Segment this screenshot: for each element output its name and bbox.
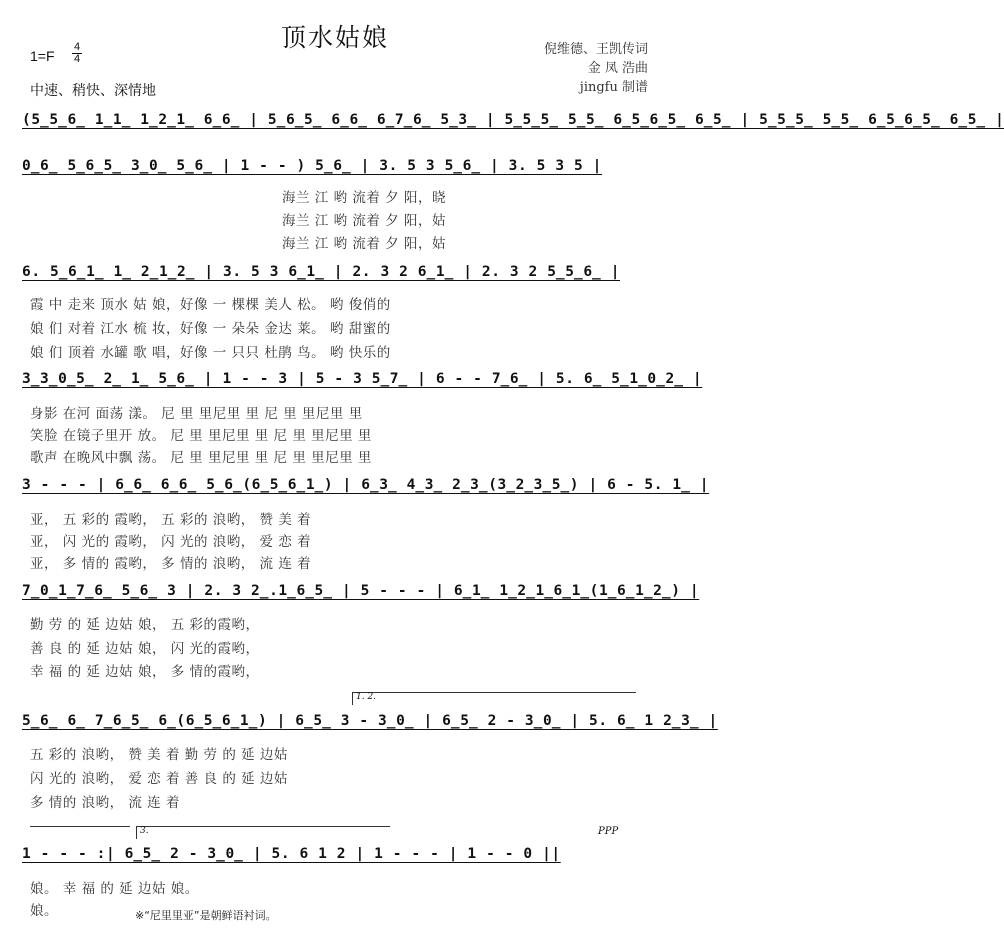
lyric-line-7-1: 五 彩的 浪哟， 赞 美 着 勤 劳 的 延 边姑: [30, 747, 288, 763]
lyric-line-4-3: 歌声 在晚风中飘 荡。 尼 里 里尼里 里 尼 里 里尼里 里: [30, 450, 372, 466]
lyric-line-8-1: 娘。 幸 福 的 延 边姑 娘。: [30, 881, 199, 897]
lyric-line-5-2: 亚， 闪 光的 霞哟， 闪 光的 浪哟， 爱 恋 着: [30, 534, 312, 550]
song-title: 顶水姑娘: [280, 23, 389, 52]
dynamic-marking: PPP: [598, 826, 619, 837]
notation-line-7: 5̲6̲ 6̲ 7̲6̲5̲ 6̲(6̲5̲6̲1̲) | 6̲5̲ 3 - 3̲0̲ | 6̲5̲ 2 - 3̲0̲ | 5. 6̲ 1 2̲3̲ |: [22, 713, 718, 729]
lyric-line-5-1: 亚， 五 彩的 霞哟， 五 彩的 浪哟， 赞 美 着: [30, 512, 312, 528]
lyric-line-4-1: 身影 在河 面荡 漾。 尼 里 里尼里 里 尼 里 里尼里 里: [30, 406, 363, 422]
lyric-line-6-1: 勤 劳 的 延 边姑 娘， 五 彩的霞哟，: [30, 617, 260, 633]
lyric-line-6-2: 善 良 的 延 边姑 娘， 闪 光的霞哟，: [30, 641, 260, 657]
footnote: ※“尼里里亚”是朝鲜语衬词。: [135, 909, 277, 922]
meter-bottom: 4: [73, 53, 81, 65]
notation-line-5: 3 - - - | 6̲6̲ 6̲6̲ 5̲6̲(6̲5̲6̲1̲) | 6̲3̲ 4̲3̲ 2̲3̲(3̲2̲3̲5̲) | 6 - 5. 1̲ |: [22, 477, 710, 493]
lyric-line-2-1: 海兰 江 哟 流着 夕 阳，晓: [282, 190, 446, 206]
key-signature: 1=F: [30, 48, 55, 64]
notation-line-3: 6. 5̲6̲1̲ 1̲ 2̲1̲2̲ | 3. 5 3 6̲1̲ | 2. 3 2 6̲1̲ | 2. 3 2 5̲5̲6̲ |: [22, 264, 621, 280]
lyric-line-2-2: 海兰 江 哟 流着 夕 阳，姑: [282, 213, 446, 229]
notation-line-8: 1 - - - :| 6̲5̲ 2 - 3̲0̲ | 5. 6 1 2 | 1 - - - | 1 - - 0 ||: [22, 846, 561, 862]
lyric-line-4-2: 笑脸 在镜子里开 放。 尼 里 里尼里 里 尼 里 里尼里 里: [30, 428, 372, 444]
bracket-line: [30, 826, 130, 827]
credits-block: [544, 40, 648, 97]
volta-bracket-1-2: 1. 2.: [352, 692, 636, 705]
notation-line-6: 7̲0̲1̲7̲6̲ 5̲6̲ 3 | 2. 3 2̲.1̲6̲5̲ | 5 - - - | 6̲1̲ 1̲2̲1̲6̲1̲(1̲6̲1̲2̲) |: [22, 583, 700, 599]
meter-top: 4: [73, 41, 81, 53]
lyric-line-3-2: 娘 们 对着 江水 梳 妆，好像 一 朵朵 金达 莱。 哟 甜蜜的: [30, 321, 391, 337]
lyricist-credit: 倪维德、王凯传词: [543, 42, 648, 57]
lyric-line-8-2: 娘。: [30, 903, 58, 919]
lyric-line-3-1: 霞 中 走来 顶水 姑 娘，好像 一 棵棵 美人 松。 哟 俊俏的: [30, 297, 391, 313]
lyric-line-7-3: 多 情的 浪哟， 流 连 着: [30, 795, 180, 811]
lyric-line-2-3: 海兰 江 哟 流着 夕 阳，姑: [282, 236, 446, 252]
composer-credit: 金 凤 浩曲: [587, 61, 648, 76]
notation-line-2: 0̲6̲ 5̲6̲5̲ 3̲0̲ 5̲6̲ | 1 - - ) 5̲6̲ | 3. 5 3 5̲6̲ | 3. 5 3 5 |: [22, 158, 602, 174]
transcriber-credit: jingfu 制谱: [579, 80, 648, 95]
notation-line-4: 3̲3̲0̲5̲ 2̲ 1̲ 5̲6̲ | 1 - - 3 | 5 - 3 5̲7̲ | 6 - - 7̲6̲ | 5. 6̲ 5̲1̲0̲2̲ |: [22, 371, 703, 387]
lyric-line-7-2: 闪 光的 浪哟， 爱 恋 着 善 良 的 延 边姑: [30, 771, 288, 787]
lyric-line-3-3: 娘 们 顶着 水罐 歌 唱，好像 一 只只 杜鹃 鸟。 哟 快乐的: [30, 345, 391, 361]
lyric-line-6-3: 幸 福 的 延 边姑 娘， 多 情的霞哟，: [30, 664, 260, 680]
volta-bracket-3: 3.: [136, 826, 390, 839]
time-signature: [72, 42, 82, 65]
notation-line-1: (5̲5̲6̲ 1̲1̲ 1̲2̲1̲ 6̲6̲ | 5̲6̲5̲ 6̲6̲ 6̲7̲6̲ 5̲3̲ | 5̲5̲5̲ 5̲5̲ 6̲5̲6̲5̲ 6̲5̲ | 5̲5̲5̲ 5̲5̲ 6̲5̲6̲5̲ 6̲5̲ |: [22, 112, 1004, 128]
lyric-line-5-3: 亚， 多 情的 霞哟， 多 情的 浪哟， 流 连 着: [30, 556, 312, 572]
tempo-marking: 中速、稍快、深情地: [30, 83, 156, 99]
